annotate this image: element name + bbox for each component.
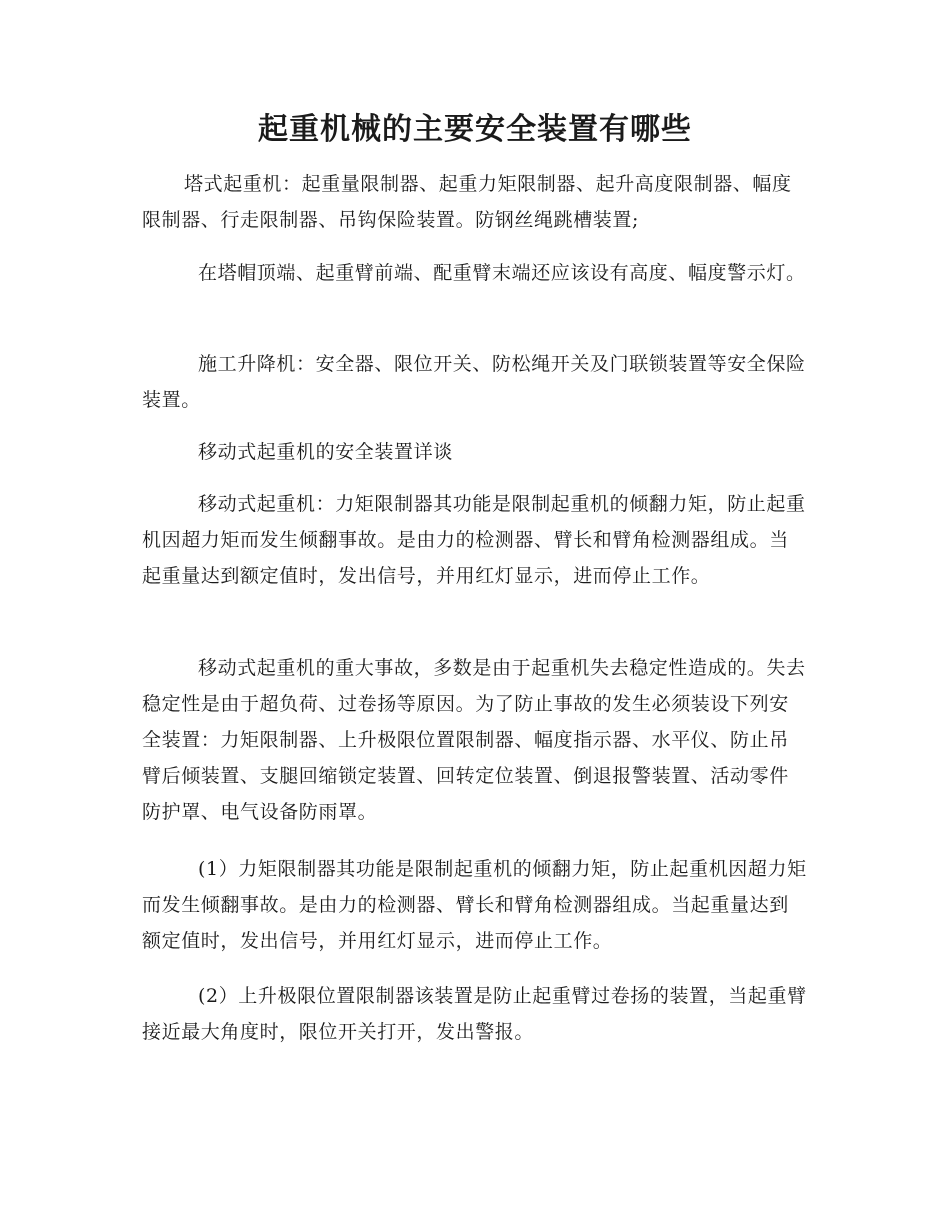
paragraph-item-2: (2）上升极限位置限制器该装置是防止起重臂过卷扬的装置，当起重臂接近最大角度时，限位开关打开，发出警报。 [142, 985, 807, 1043]
paragraph-warning-lights: 在塔帽顶端、起重臂前端、配重臂末端还应该设有高度、幅度警示灯。 [198, 262, 806, 284]
paragraph-mobile-crane-accidents: 移动式起重机的重大事故，多数是由于起重机失去稳定性造成的。失去稳定性是由于超负荷、过卷扬等原因。为了防止事故的发生必须装设下列安全装置：力矩限制器、上升极限位置限制器、幅度指示器、水平仪、防止吊臂后倾装置、支腿回缩锁定装置、回转定位装置、倒退报警装置、活动零件防护罩、电气设备防雨罩。 [142, 657, 806, 823]
paragraph-item-1: (1）力矩限制器其功能是限制起重机的倾翻力矩，防止起重机因超力矩而发生倾翻事故。是由力的检测器、臂长和臂角检测器组成。当起重量达到额定值时，发出信号，并用红灯显示，进而停止工作。 [142, 858, 807, 952]
paragraph-mobile-crane-moment-limiter: 移动式起重机：力矩限制器其功能是限制起重机的倾翻力矩，防止起重机因超力矩而发生倾翻事故。是由力的检测器、臂长和臂角检测器组成。当起重量达到额定值时，发出信号，并用红灯显示，进而停止工作。 [142, 493, 806, 587]
document-title: 起重机械的主要安全装置有哪些 [258, 112, 692, 147]
paragraph-construction-hoist: 施工升降机：安全器、限位开关、防松绳开关及门联锁装置等安全保险装置。 [142, 353, 806, 411]
paragraph-mobile-crane-heading: 移动式起重机的安全装置详谈 [198, 441, 453, 463]
paragraph-tower-crane: 塔式起重机：起重量限制器、起重力矩限制器、起升高度限制器、幅度限制器、行走限制器、吊钩保险装置。防钢丝绳跳槽装置; [142, 173, 792, 231]
